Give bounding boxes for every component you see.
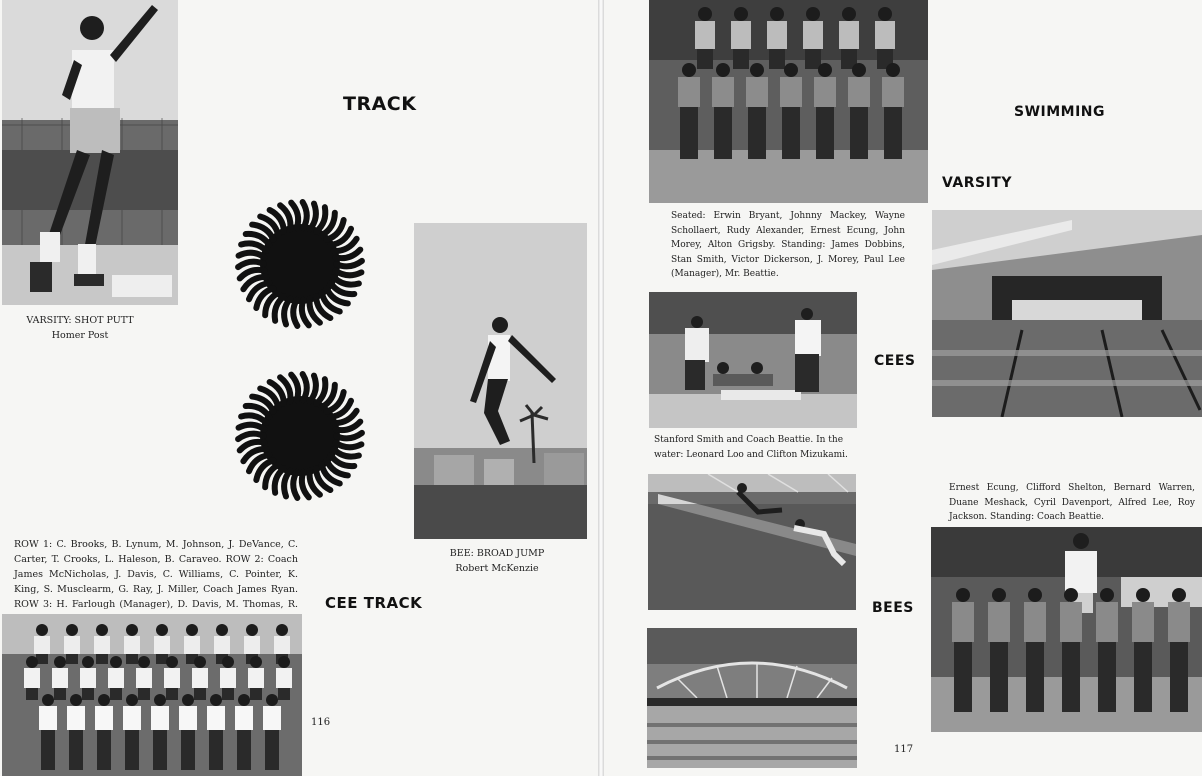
right-page <box>604 0 1202 776</box>
decorative-sun-icon <box>234 198 366 330</box>
cees-caption: Stanford Smith and Coach Beattie. In the water: Leonard Loo and Clifton Mizukami. <box>654 435 848 460</box>
cees-heading: CEES <box>874 353 916 369</box>
bees-caption: Ernest Ecung, Clifford Shelton, Bernard Warren, Duane Meshack, Cyril Davenport, Alfred Lee, Roy Jackson. Standing: Coach Beattie. <box>949 483 1195 522</box>
shot-putt-caption <box>2 313 158 343</box>
shot-putt-caption-title: VARSITY: SHOT PUTT <box>26 315 134 326</box>
decorative-sun-icon <box>234 370 366 502</box>
bees-heading: BEES <box>872 600 914 616</box>
swimming-pool-photo <box>932 210 1202 417</box>
shot-putt-caption-name: Homer Post <box>51 330 109 341</box>
cee-track-heading: CEE TRACK <box>325 594 423 612</box>
swimming-heading: SWIMMING <box>1014 104 1106 120</box>
broad-jump-caption-title: BEE: BROAD JUMP <box>449 548 545 559</box>
pool-dome-photo <box>647 628 857 768</box>
track-heading: TRACK <box>343 93 417 115</box>
broad-jump-caption <box>415 546 579 576</box>
cees-photo <box>649 292 857 428</box>
shot-putt-photo <box>2 0 178 305</box>
page-number-left: 116 <box>311 717 331 728</box>
left-page <box>0 0 598 776</box>
broad-jump-photo <box>414 223 587 539</box>
page-number-right: 117 <box>894 744 914 755</box>
varsity-swim-team-photo <box>649 0 928 203</box>
varsity-caption: Seated: Erwin Bryant, Johnny Mackey, Wayne Schollaert, Rudy Alexander, Ernest Ecung, John Morey, Alton Grigsby. Standing: James Dobbins, Stan Smith, Victor Dickerson, J. Morey, Paul Lee (Manager), Mr. Beattie. <box>671 211 905 279</box>
track-team-caption: ROW 1: C. Brooks, B. Lynum, M. Johnson, J. DeVance, C. Carter, T. Crooks, L. Haleson, B. Caraveo. ROW 2: Coach James McNicholas, J. Davis, C. Williams, C. Pointer, K. King, S. Musclearm, G. Ray, J. Miller, Coach James Ryan. ROW 3: H. Farlough (Manager), D. Davis, M. Thomas, R. <box>14 539 298 610</box>
swimmers-diving-photo <box>648 474 856 610</box>
bees-team-photo <box>931 527 1202 732</box>
track-team-photo <box>2 614 302 776</box>
varsity-heading: VARSITY <box>942 175 1012 191</box>
broad-jump-caption-name: Robert McKenzie <box>455 563 539 574</box>
